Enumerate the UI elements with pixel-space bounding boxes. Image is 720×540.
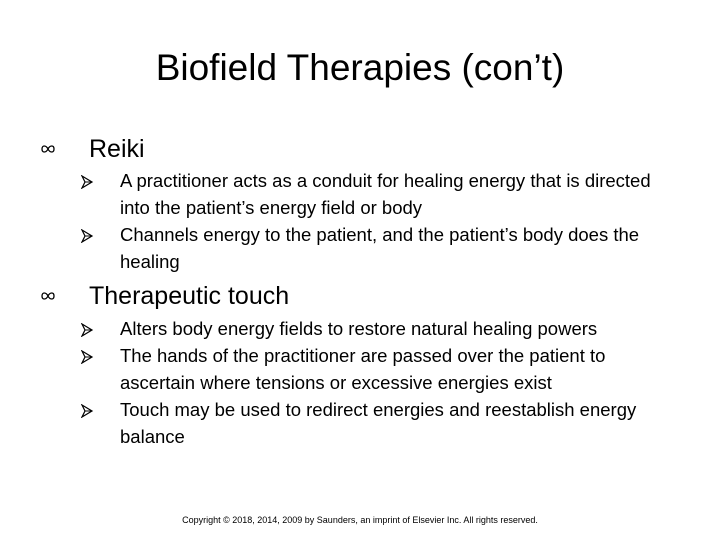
slide-title: Biofield Therapies (con’t) [155, 47, 565, 88]
list-item-text: Channels energy to the patient, and the patient’s body does the healing [120, 224, 640, 272]
arrow-bullet-icon [81, 323, 94, 337]
list-item [81, 315, 681, 342]
arrow-bullet-icon [81, 404, 94, 418]
arrow-bullet-icon [81, 175, 94, 189]
therapeutic-touch-sub-list [81, 315, 681, 450]
list-item-text: Touch may be used to redirect energies and reestablish energy balance [120, 399, 637, 447]
infinity-bullet-icon [40, 143, 56, 155]
list-item [81, 342, 681, 396]
list-item [81, 167, 681, 221]
list-item [81, 221, 681, 275]
list-item-text: A practitioner acts as a conduit for healing energy that is directed into the patient’s energy field or body [120, 170, 651, 218]
arrow-bullet-icon [81, 229, 94, 243]
arrow-bullet-icon [81, 350, 94, 364]
list-item [81, 396, 681, 450]
section-heading: Reiki [89, 135, 145, 163]
infinity-bullet-icon [40, 290, 56, 302]
list-item-text: Alters body energy fields to restore natural healing powers [120, 318, 598, 339]
copyright-notice: Copyright © 2018, 2014, 2009 by Saunders, an imprint of Elsevier Inc. All rights reserved. [182, 515, 538, 525]
reiki-sub-list [81, 167, 681, 275]
section-heading: Therapeutic touch [89, 282, 290, 310]
list-item-text: The hands of the practitioner are passed over the patient to ascertain where tensions or excessive energies exist [120, 345, 606, 393]
